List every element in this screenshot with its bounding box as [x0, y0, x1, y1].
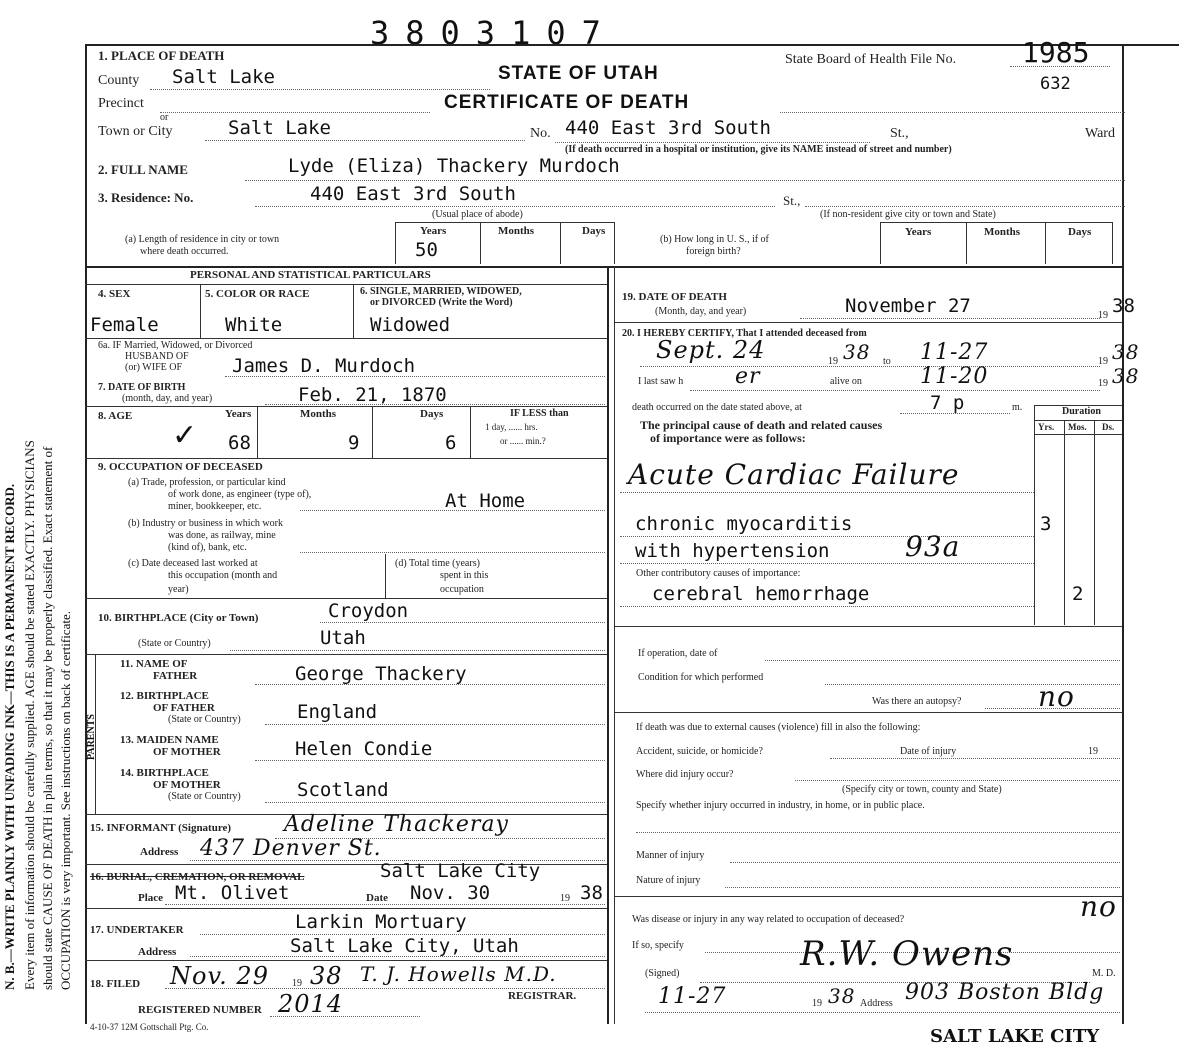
residence-st-label: St., — [783, 193, 801, 208]
length-residence-label-a: (a) Length of residence in city or town — [125, 234, 280, 245]
town-value: Salt Lake — [228, 117, 331, 139]
cause-chronic-myocarditis: chronic myocarditis — [635, 513, 853, 535]
ward-label: Ward — [1085, 126, 1115, 141]
injury-year-prefix: 19 — [1088, 746, 1098, 757]
us-days-label: Days — [1068, 226, 1092, 238]
spouse-label-a: 6a. IF Married, Widowed, or Divorced — [98, 340, 253, 351]
occ-d-line1: (d) Total time (years) — [395, 558, 480, 569]
less-than-label-b: 1 day, ...... hrs. — [485, 422, 538, 432]
mother-name: Helen Condie — [295, 738, 433, 760]
contributory-label: Other contributory causes of importance: — [636, 568, 801, 579]
undertaker-address-label: Address — [138, 946, 177, 958]
us-label-b: foreign birth? — [686, 246, 741, 257]
months-col-label: Months — [498, 225, 535, 237]
principal-cause-label-b: of importance were as follows: — [650, 431, 806, 445]
autopsy-answer: no — [1038, 680, 1075, 713]
spouse-value: James D. Murdoch — [232, 355, 416, 377]
attend-to: 11-27 — [920, 340, 989, 365]
dob-label-b: (month, day, and year) — [122, 393, 213, 404]
death-time: 7 p — [930, 392, 965, 414]
margin-note-2: Every item of information should be carefully supplied. AGE should be stated EXACTLY. PHYSICIANS — [22, 440, 37, 990]
father-birth-label-a: 12. BIRTHPLACE — [120, 690, 209, 702]
burial-year-prefix: 19 — [560, 893, 570, 904]
age-years: 68 — [228, 432, 251, 454]
birthplace-city: Croydon — [328, 600, 409, 622]
cause2-years: 3 — [1040, 513, 1052, 535]
place-of-death-label: 1. PLACE OF DEATH — [98, 48, 225, 63]
certify-label: 20. I HEREBY CERTIFY, That I attended deceased from — [622, 328, 867, 339]
full-name-label: 2. FULL NAME — [98, 162, 188, 177]
cause4-months: 2 — [1072, 583, 1084, 605]
cause-cerebral-hemorrhage: cerebral hemorrhage — [652, 583, 870, 605]
occ-a-line1: (a) Trade, profession, or particular kind — [128, 477, 286, 488]
birthplace-label: 10. BIRTHPLACE (City or Town) — [98, 612, 259, 624]
cause-code: 93a — [905, 530, 961, 563]
filed-year-prefix: 19 — [292, 978, 302, 989]
ds-label: Ds. — [1102, 422, 1115, 432]
occ-c-line1: (c) Date deceased last worked at — [128, 558, 258, 569]
disease-occupation-answer: no — [1080, 890, 1117, 923]
yrs-label: Yrs. — [1038, 422, 1055, 432]
last-alive-year-prefix: 19 — [1098, 378, 1108, 389]
mother-birth-label-a: 14. BIRTHPLACE — [120, 767, 209, 779]
informant-address: 437 Denver St. — [200, 836, 382, 861]
date-of-death: November 27 — [845, 295, 971, 317]
or-label: or — [160, 112, 169, 123]
informant-label: 15. INFORMANT (Signature) — [90, 822, 232, 834]
registered-number: 2014 — [278, 990, 344, 1018]
undertaker-name: Larkin Mortuary — [295, 911, 467, 933]
burial-date: Nov. 30 — [410, 882, 491, 904]
file-no-sub: 632 — [1040, 74, 1071, 94]
burial-place-label: Place — [138, 892, 164, 904]
cause-primary: Acute Cardiac Failure — [628, 458, 960, 491]
last-saw-h: er — [735, 364, 761, 389]
father-name: George Thackery — [295, 663, 467, 685]
dob-label-a: 7. DATE OF BIRTH — [98, 382, 186, 393]
burial-date-label: Date — [366, 892, 388, 904]
occupation-label: 9. OCCUPATION OF DECEASED — [98, 461, 263, 473]
filed-label: 18. FILED — [90, 978, 141, 990]
mother-label-b: OF MOTHER — [153, 746, 221, 758]
signed-year-prefix: 19 — [812, 998, 822, 1009]
sex-label: 4. SEX — [98, 288, 131, 300]
father-birthplace: England — [297, 701, 378, 723]
alive-on-label: alive on — [830, 376, 862, 387]
physician-address-label: Address — [860, 998, 893, 1009]
death-street: 440 East 3rd South — [565, 117, 771, 139]
burial-year: 38 — [580, 882, 603, 904]
no-label: No. — [530, 126, 551, 141]
registered-number-label: REGISTERED NUMBER — [138, 1004, 262, 1016]
occ-c-line3: year) — [168, 584, 189, 595]
undertaker-address: Salt Lake City, Utah — [290, 935, 519, 957]
age-label: 8. AGE — [98, 410, 133, 422]
attend-to-year-prefix: 19 — [1098, 356, 1108, 367]
file-no: 1985 — [1022, 36, 1090, 69]
occ-a-line3: miner, bookkeeper, etc. — [168, 501, 262, 512]
age-days: 6 — [445, 432, 457, 454]
specify-city-label: (Specify city or town, county and State) — [842, 784, 1002, 795]
nonresident-note: (If non-resident give city or town and State) — [820, 209, 996, 220]
days-col-label: Days — [582, 225, 606, 237]
filed-year: 38 — [310, 962, 343, 990]
nature-label: Nature of injury — [636, 875, 701, 886]
dod-year-prefix: 19 — [1098, 310, 1108, 321]
occ-b-line3: (kind of), bank, etc. — [168, 542, 247, 553]
personal-heading: PERSONAL AND STATISTICAL PARTICULARS — [190, 269, 431, 281]
father-birth-label-c: (State or Country) — [168, 714, 241, 725]
hospital-note: (If death occurred in a hospital or institution, give its NAME instead of street and number) — [565, 144, 952, 155]
cause-hypertension: with hypertension — [635, 540, 830, 562]
county-value: Salt Lake — [172, 66, 275, 88]
registrar-signature: T. J. Howells M.D. — [360, 962, 557, 986]
marital-label-b: or DIVORCED (Write the Word) — [370, 297, 513, 308]
occ-d-line3: occupation — [440, 584, 484, 595]
registrar-label: REGISTRAR. — [508, 990, 577, 1002]
attend-to-year: 38 — [1112, 340, 1140, 364]
mother-label-a: 13. MAIDEN NAME — [120, 734, 219, 746]
signed-year: 38 — [828, 984, 856, 1008]
town-label: Town or City — [98, 124, 173, 139]
duration-label: Duration — [1062, 406, 1101, 417]
dod-year: 38 — [1112, 295, 1135, 317]
occ-b-line2: was done, as railway, mine — [168, 530, 276, 541]
to-label: to — [883, 356, 891, 367]
mother-birth-label-c: (State or Country) — [168, 791, 241, 802]
burial-label: 16. BURIAL, CREMATION, OR REMOVAL — [90, 871, 305, 883]
residence-label: 3. Residence: No. — [98, 190, 194, 205]
color-value: White — [225, 314, 283, 336]
father-birth-label-b: OF FATHER — [153, 702, 215, 714]
residence-value: 440 East 3rd South — [310, 183, 516, 205]
less-than-label-a: IF LESS than — [510, 408, 569, 419]
printer-note: 4-10-37 12M Gottschall Ptg. Co. — [90, 1022, 209, 1032]
date-of-death-label-a: 19. DATE OF DEATH — [622, 291, 727, 303]
state-title: STATE OF UTAH — [498, 63, 659, 84]
less-than-label-c: or ...... min.? — [500, 436, 546, 446]
color-label: 5. COLOR OR RACE — [205, 288, 310, 300]
attend-from-year-prefix: 19 — [828, 356, 838, 367]
margin-note-3: should state CAUSE OF DEATH in plain terms, so that it may be properly classified. Exact statement of — [40, 446, 55, 990]
us-months-label: Months — [984, 226, 1021, 238]
margin-note-4: OCCUPATION is very important. See instructions on back of certificate. — [58, 611, 73, 990]
mother-birth-label-b: OF MOTHER — [153, 779, 221, 791]
informant-address-label: Address — [140, 846, 179, 858]
operation-label: If operation, date of — [638, 648, 718, 659]
where-injury-label: Where did injury occur? — [636, 769, 734, 780]
birthplace-state: Utah — [320, 627, 366, 649]
physician-address: 903 Boston Bldg — [905, 980, 1105, 1005]
occ-b-line1: (b) Industry or business in which work — [128, 518, 283, 529]
date-of-death-label-b: (Month, day, and year) — [655, 306, 747, 317]
attend-from-year: 38 — [843, 340, 871, 364]
disease-occupation-label: Was disease or injury in any way related to occupation of deceased? — [632, 914, 905, 925]
manner-label: Manner of injury — [636, 850, 705, 861]
certificate-title: CERTIFICATE OF DEATH — [444, 92, 690, 113]
certificate-number: 3803107 — [370, 14, 617, 52]
sex-value: Female — [90, 314, 159, 336]
city-stamp: SALT LAKE CITY — [930, 1026, 1100, 1047]
occ-c-line2: this occupation (month and — [168, 570, 278, 581]
years-col-label: Years — [420, 225, 447, 237]
age-years-label: Years — [225, 408, 252, 420]
filed-date: Nov. 29 — [170, 962, 269, 990]
md-label: M. D. — [1092, 968, 1116, 979]
attend-from: Sept. 24 — [656, 336, 766, 364]
last-alive-year: 38 — [1112, 364, 1140, 388]
margin-note-1: N. B.—WRITE PLAINLY WITH UNFADING INK—THIS IS A PERMANENT RECORD. — [2, 483, 17, 990]
usual-abode-note: (Usual place of abode) — [432, 209, 523, 220]
burial-city: Salt Lake City — [380, 860, 541, 882]
last-saw-label: I last saw h — [638, 376, 684, 387]
father-label-a: 11. NAME OF — [120, 658, 188, 670]
accident-label: Accident, suicide, or homicide? — [636, 746, 763, 757]
signed-date: 11-27 — [658, 984, 727, 1009]
file-no-label: State Board of Health File No. — [785, 52, 957, 67]
burial-place: Mt. Olivet — [175, 882, 290, 904]
us-years-label: Years — [905, 226, 932, 238]
father-label-b: FATHER — [153, 670, 198, 682]
st-label: St., — [890, 126, 909, 141]
spouse-label-b: HUSBAND OF — [125, 351, 189, 362]
age-months-label: Months — [300, 408, 337, 420]
if-so-label: If so, specify — [632, 940, 684, 951]
age-days-label: Days — [420, 408, 444, 420]
mos-label: Mos. — [1068, 422, 1087, 432]
death-occurred-label: death occurred on the date stated above, at — [632, 402, 802, 413]
length-residence-label-b: where death occurred. — [140, 246, 229, 257]
mother-birthplace: Scotland — [297, 779, 389, 801]
residence-years: 50 — [415, 239, 438, 261]
injury-date-label: Date of injury — [900, 746, 957, 757]
occupation-value: At Home — [445, 490, 526, 512]
physician-signature: R.W. Owens — [800, 934, 1014, 974]
parents-label: PARENTS — [86, 714, 97, 760]
age-months: 9 — [348, 432, 360, 454]
age-checkmark: ✓ — [172, 419, 198, 452]
informant-signature: Adeline Thackeray — [284, 812, 509, 837]
county-label: County — [98, 73, 140, 88]
us-label-a: (b) How long in U. S., if of — [660, 234, 769, 245]
spouse-label-c: (or) WIFE OF — [125, 362, 183, 373]
condition-label: Condition for which performed — [638, 672, 764, 683]
full-name: Lyde (Eliza) Thackery Murdoch — [288, 155, 620, 177]
birthplace-state-label: (State or Country) — [138, 638, 211, 649]
m-label: m. — [1012, 402, 1023, 413]
autopsy-label: Was there an autopsy? — [872, 696, 962, 707]
principal-cause-label-a: The principal cause of death and related causes — [640, 418, 883, 432]
precinct-label: Precinct — [98, 96, 144, 111]
occ-a-line2: of work done, as engineer (type of), — [168, 489, 312, 500]
signed-label: (Signed) — [645, 968, 680, 979]
marital-label-a: 6. SINGLE, MARRIED, WIDOWED, — [360, 286, 522, 297]
dob-value: Feb. 21, 1870 — [298, 384, 447, 406]
marital-value: Widowed — [370, 314, 451, 336]
occ-d-line2: spent in this — [440, 570, 489, 581]
industry-label: Specify whether injury occurred in industry, in home, or in public place. — [636, 800, 925, 811]
undertaker-label: 17. UNDERTAKER — [90, 924, 184, 936]
last-alive-date: 11-20 — [920, 364, 989, 389]
external-causes-label: If death was due to external causes (violence) fill in also the following: — [636, 722, 921, 733]
